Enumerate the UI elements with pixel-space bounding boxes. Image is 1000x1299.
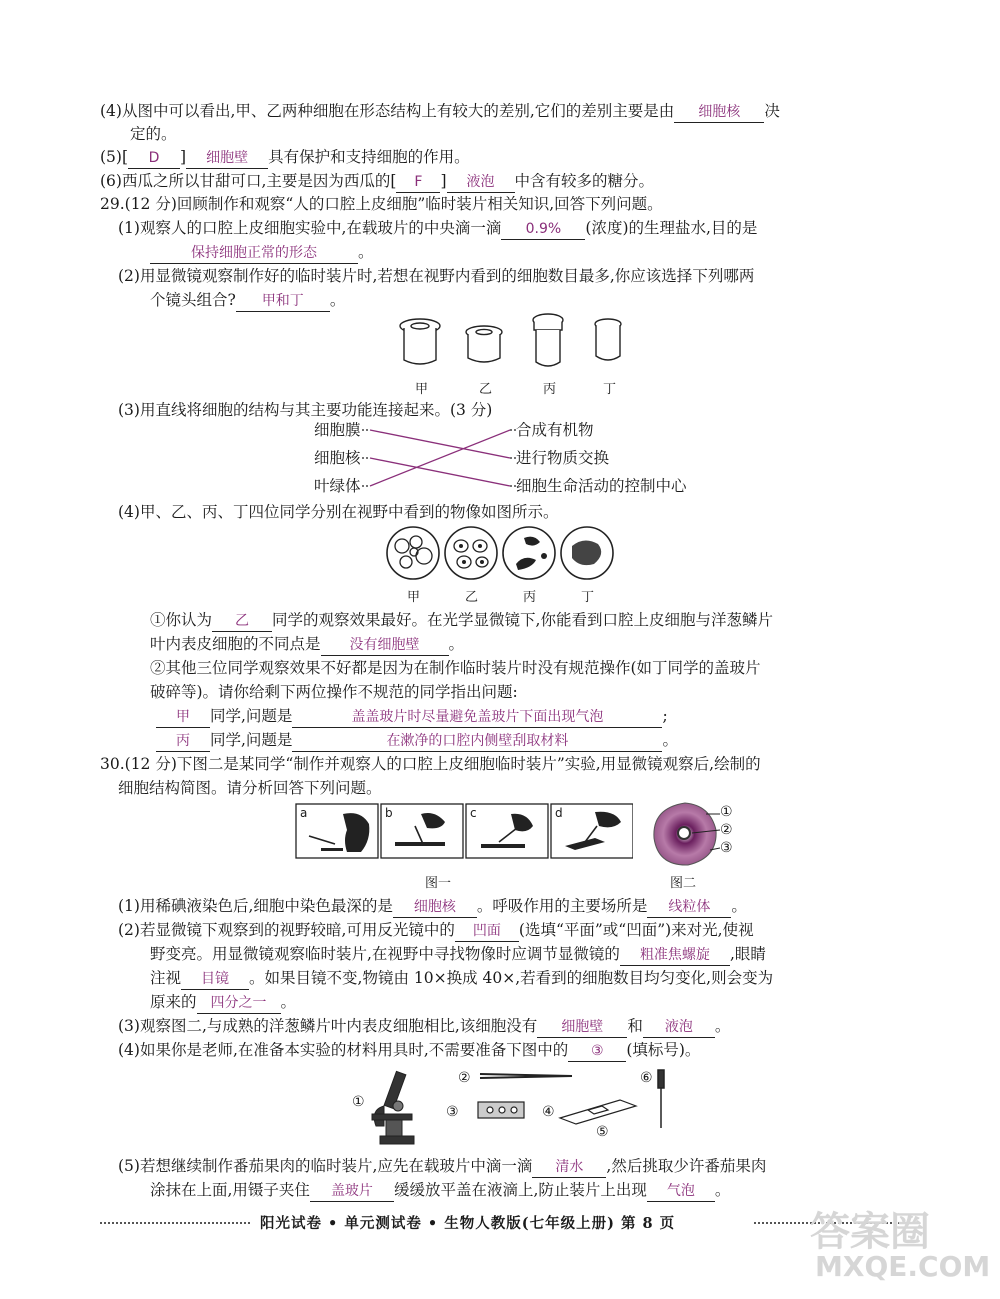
answer-blank: 气泡 — [647, 1181, 715, 1202]
match-right-item: 细胞生命活动的控制中心 — [516, 477, 687, 495]
cell-mark: ① — [720, 804, 733, 820]
step-label: a — [300, 806, 308, 820]
slide-icon — [560, 1100, 636, 1124]
answer-blank: 粗准焦螺旋 — [620, 945, 730, 966]
step-label: c — [470, 806, 477, 820]
figure-two-caption: 图二 — [670, 876, 697, 891]
answer-blank: 盖盖玻片时尽量避免盖玻片下面出现气泡 — [292, 707, 662, 728]
view-label: 甲 — [407, 590, 421, 605]
q30-heading-line2: 细胞结构简图。请分析回答下列问题。 — [118, 779, 382, 797]
view-label: 乙 — [465, 590, 479, 605]
answer-blank: 细胞核 — [393, 897, 477, 918]
q29-p3: (3)用直线将细胞的结构与其主要功能连接起来。(3 分) — [118, 401, 493, 419]
match-right-item: 合成有机物 — [516, 421, 594, 439]
q30-p5-line1: (5)若想继续制作番茄果肉的临时装片,应先在载玻片中滴一滴 清水 ,然后挑取少许番茄果肉 — [118, 1156, 766, 1178]
nucleus-icon — [678, 827, 690, 839]
tool-mark: ② — [458, 1070, 471, 1086]
answer-blank: 甲 — [156, 707, 210, 728]
answer-blank: 凹面 — [455, 921, 519, 942]
q29-heading: 29.(12 分)回顾制作和观察“人的口腔上皮细胞”临时装片相关知识,回答下列问题。 — [100, 195, 663, 213]
answer-blank: ③ — [568, 1041, 626, 1062]
q28-p6: (6)西瓜之所以甘甜可口,主要是因为西瓜的[ F ] 液泡 中含有较多的糖分。 — [100, 171, 654, 193]
answer-blank: 目镜 — [181, 969, 249, 990]
lens-label: 甲 — [415, 382, 429, 397]
answer-blank: 细胞壁 — [537, 1017, 627, 1038]
footer-rule-left — [100, 1222, 250, 1224]
answer-blank: 保持细胞正常的形态 — [150, 243, 358, 264]
cell-figure — [650, 800, 720, 868]
answer-blank: 细胞壁 — [186, 148, 268, 169]
lens-label: 丁 — [603, 382, 617, 397]
view-figure — [384, 524, 616, 582]
answer-blank: 0.9% — [501, 219, 585, 240]
answer-blank: 清水 — [532, 1157, 606, 1178]
razor-blade-icon — [478, 1102, 524, 1118]
view-yi-icon — [445, 527, 497, 579]
answer-blank: 盖玻片 — [310, 1181, 394, 1202]
match-right-item: 进行物质交换 — [516, 449, 610, 467]
q28-p4-line2: 定的。 — [130, 125, 177, 143]
q30-p1: (1)用稀碘液染色后,细胞中染色最深的是 细胞核 。呼吸作用的主要场所是 线粒体 。 — [118, 896, 747, 918]
q30-p2-line1: (2)若显微镜下观察到的视野较暗,可用反光镜中的 凹面 (选填“平面”或“凹面”)来对光,使视 — [118, 920, 754, 942]
tool-mark: ④ — [542, 1104, 555, 1120]
answer-blank: F — [396, 172, 440, 193]
q28-p5: (5)[ D ] 细胞壁 具有保护和支持细胞的作用。 — [100, 147, 470, 169]
answer-blank: 乙 — [212, 611, 272, 632]
cell-mark: ② — [720, 822, 733, 838]
watermark-logo: 答案圈 — [810, 1209, 930, 1255]
figure-one-caption: 图一 — [425, 876, 452, 891]
q29-s2-line2: 破碎等)。请你给剩下两位操作不规范的同学指出问题: — [150, 683, 518, 701]
q29-p4: (4)甲、乙、丙、丁四位同学分别在视野中看到的物像如图所示。 — [118, 503, 559, 521]
answer-blank: 丙 — [156, 731, 210, 752]
q30-p4: (4)如果你是老师,在准备本实验的材料用具时,不需要准备下图中的 ③ (填标号)。 — [118, 1040, 700, 1062]
view-label: 丁 — [581, 590, 595, 605]
q30-p2-line2: 野变亮。用显微镜观察临时装片,在视野中寻找物像时应调节显微镜的 粗准焦螺旋 ,眼睛 — [150, 944, 766, 966]
q30-heading-line1: 30.(12 分)下图二是某同学“制作并观察人的口腔上皮细胞临时装片”实验,用显微镜观察后,绘制的 — [100, 755, 761, 773]
figure-one — [295, 800, 633, 860]
tweezers-icon — [480, 1074, 572, 1078]
cell-mark: ③ — [720, 840, 733, 856]
answer-blank: 液泡 — [447, 172, 515, 193]
microscope-icon — [372, 1071, 414, 1144]
answer-blank: D — [128, 148, 180, 169]
procedure-steps-illustration — [295, 800, 633, 860]
page-footer: 阳光试卷 • 单元测试卷 • 生物人教版(七年级上册) 第 8 页 — [260, 1215, 676, 1232]
q29-s2-line1: ②其他三位同学观察效果不好都是因为在制作临时装片时没有规范操作(如丁同学的盖玻片 — [150, 659, 761, 677]
answer-blank: 四分之一 — [197, 993, 281, 1014]
answer-blank: 细胞核 — [674, 102, 764, 123]
q30-p3: (3)观察图二,与成熟的洋葱鳞片叶内表皮细胞相比,该细胞没有 细胞壁 和 液泡 。 — [118, 1016, 730, 1038]
answer-blank: 液泡 — [643, 1017, 715, 1038]
tool-mark: ⑥ — [640, 1070, 653, 1086]
watermark-url: MXQE.COM — [815, 1250, 991, 1283]
q29-p1-line1: (1)观察人的口腔上皮细胞实验中,在载玻片的中央滴一滴 0.9% (浓度)的生理盐水,目的是 — [118, 218, 757, 240]
q28-p4-line1: (4)从图中可以看出,甲、乙两种细胞在形态结构上有较大的差别,它们的差别主要是由 细胞核 决 — [100, 101, 780, 123]
dropper-icon — [658, 1070, 664, 1128]
answer-blank: 在漱净的口腔内侧壁刮取材料 — [292, 731, 662, 752]
q29-s1-line2: 叶内表皮细胞的不同点是 没有细胞壁 。 — [150, 634, 464, 656]
q29-p2-line2: 个镜头组合? 甲和丁 。 — [150, 290, 345, 312]
view-bing-icon — [503, 527, 555, 579]
answer-blank: 甲和丁 — [236, 291, 330, 312]
match-left-item: 叶绿体 — [314, 477, 361, 495]
tool-mark: ③ — [446, 1104, 459, 1120]
q29-s2-row1: 甲 同学,问题是 盖盖玻片时尽量避免盖玻片下面出现气泡 ; — [156, 706, 668, 728]
q30-p5-line2: 涂抹在上面,用镊子夹住 盖玻片 缓缓放平盖在液滴上,防止装片上出现 气泡 。 — [150, 1180, 730, 1202]
tool-mark: ⑤ — [596, 1124, 609, 1140]
tool-mark: ① — [352, 1094, 365, 1110]
q29-p1-line2: 保持细胞正常的形态 。 — [150, 242, 374, 264]
lens-figure — [398, 312, 630, 374]
q30-p2-line3: 注视 目镜 。如果目镜不变,物镜由 10×换成 40×,若看到的细胞数目均匀变化,则会变为 — [150, 968, 773, 990]
q30-p2-line4: 原来的 四分之一 。 — [150, 992, 296, 1014]
q29-s2-row2: 丙 同学,问题是 在漱净的口腔内侧壁刮取材料 。 — [156, 730, 678, 752]
step-label: b — [385, 806, 393, 820]
lens-label: 乙 — [479, 382, 493, 397]
q29-p2-line1: (2)用显微镜观察制作好的临时装片时,若想在视野内看到的细胞数目最多,你应该选择下列哪两 — [118, 267, 755, 285]
tools-figure — [340, 1066, 680, 1148]
answer-blank: 线粒体 — [647, 897, 731, 918]
match-left-item: 细胞核 — [314, 449, 361, 467]
answer-blank: 没有细胞壁 — [321, 635, 449, 656]
step-label: d — [555, 806, 563, 820]
match-lines — [362, 420, 518, 500]
match-left-item: 细胞膜 — [314, 421, 361, 439]
view-label: 丙 — [523, 590, 537, 605]
lens-label: 丙 — [543, 382, 557, 397]
q29-s1-line1: ①你认为 乙 同学的观察效果最好。在光学显微镜下,你能看到口腔上皮细胞与洋葱鳞片 — [150, 610, 773, 632]
